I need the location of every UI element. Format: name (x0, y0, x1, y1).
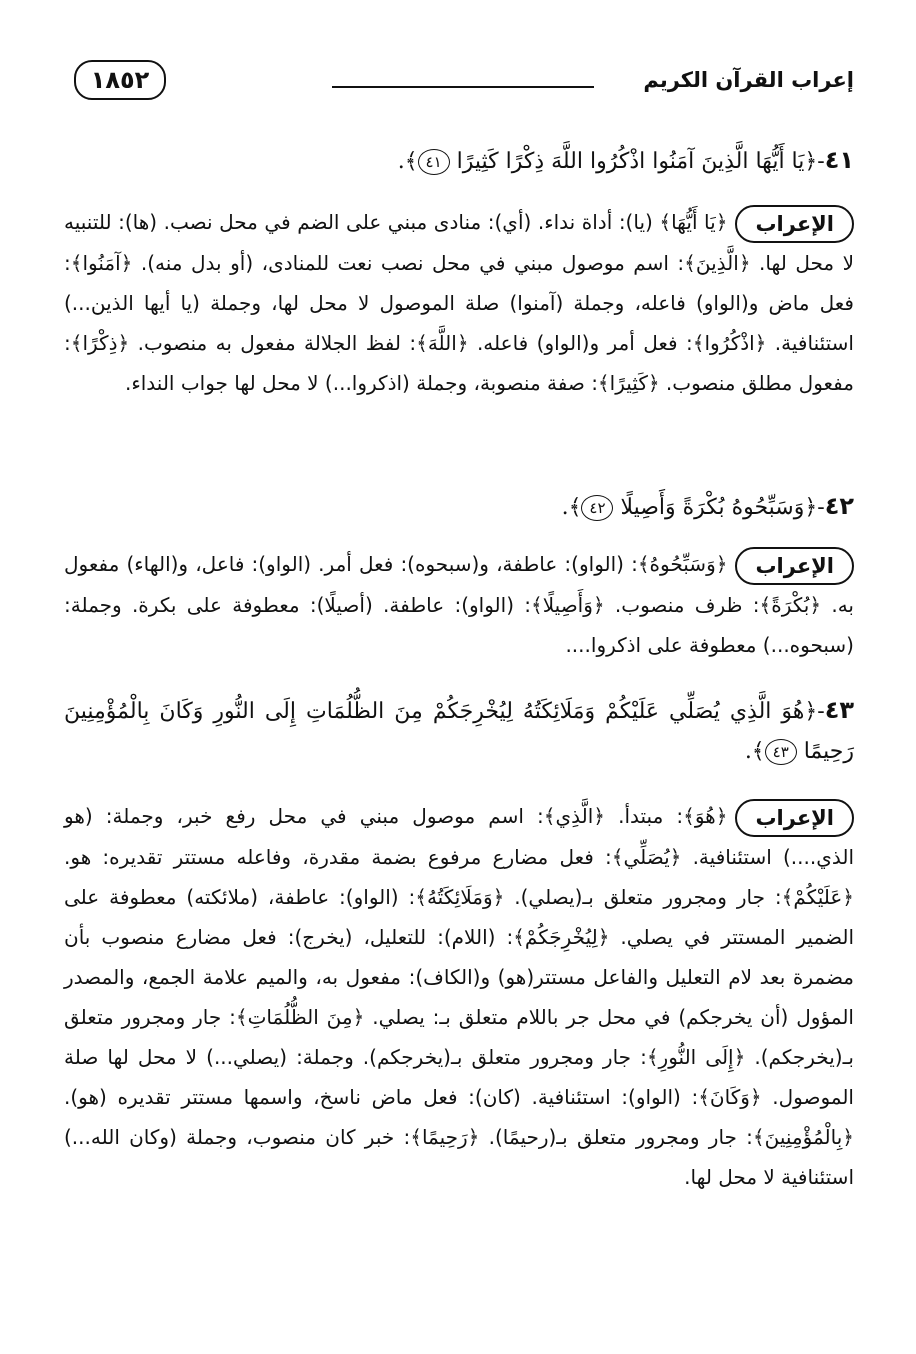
irab-42 (64, 544, 854, 665)
irab-41 (64, 202, 854, 403)
irab-badge: الإعراب (735, 205, 854, 243)
header-rule (332, 86, 594, 88)
irab-text: ﴿وَسَبِّحُوهُ﴾: (الواو): عاطفة، و(سبحوه): فعل أمر. (الواو): فاعل، و(الهاء) مفعول به. ﴿بُكْرَةً﴾: ظرف منصوب. ﴿وَأَصِيلًا﴾: (الواو): عاطفة. (أصيلًا): معطوفة على بكرة. وجملة: (سبحوه...) معطوفة على اذكروا.... (64, 552, 854, 657)
verse-number: ٤٢ (824, 492, 854, 520)
ayah-marker: ٤٢ (581, 495, 613, 521)
ayah-marker: ٤٣ (765, 739, 797, 765)
irab-43 (64, 796, 854, 1197)
verse-close: ﴾. (397, 149, 418, 174)
verse-close: ﴾. (744, 739, 765, 764)
verse-42: ٤٢-﴿وَسَبِّحُوهُ بُكْرَةً وَأَصِيلًا ٤٢﴾. (561, 492, 854, 520)
verse-text: ﴿وَسَبِّحُوهُ بُكْرَةً وَأَصِيلًا (620, 495, 818, 520)
irab-badge: الإعراب (735, 799, 854, 837)
verse-41: ٤١-﴿يَا أَيُّهَا الَّذِينَ آمَنُوا اذْكُرُوا اللَّهَ ذِكْرًا كَثِيرًا ٤١﴾. (397, 146, 854, 174)
verse-43: ٤٣-﴿هُوَ الَّذِي يُصَلِّي عَلَيْكُمْ وَمَلَائِكَتُهُ لِيُخْرِجَكُمْ مِنَ الظُّلُمَاتِ إِلَى النُّورِ وَكَانَ بِالْمُؤْمِنِينَ رَحِيمًا ٤٣﴾. (64, 696, 854, 764)
verse-close: ﴾. (561, 495, 582, 520)
book-title: إعراب القرآن الكريم (643, 68, 854, 92)
verse-number: ٤٣ (824, 696, 854, 724)
irab-text: ﴿هُوَ﴾: مبتدأ. ﴿الَّذِي﴾: اسم موصول مبني في محل رفع خبر، وجملة: (هو الذي....) استئنافية. ﴿يُصَلِّي﴾: فعل مضارع مرفوع بضمة مقدرة، وفاعله مستتر تقديره: هو. ﴿عَلَيْكُمْ﴾: جار ومجرور متعلق بـ(يصلي). ﴿وَمَلَائِكَتُهُ﴾: (الواو): عاطفة، (ملائكته) معطوفة على الضمير المستتر في يصلي. ﴿لِيُخْرِجَكُمْ﴾: (اللام): للتعليل، (يخرج): فعل مضارع منصوب بأن مضمرة بعد لام التعليل والفاعل مستتر(هو) و(الكاف): مفعول به، والميم علامة الجمع، والمصدر المؤول (أن يخرجكم) في محل جر باللام متعلق بـ: يصلي. ﴿مِنَ الظُّلُمَاتِ﴾: جار ومجرور متعلق بـ(يخرجكم). ﴿إِلَى النُّورِ﴾: جار ومجرور متعلق بـ(يخرجكم). وجملة: (يصلي...) لا محل لها صلة الموصول. ﴿وَكَانَ﴾: (الواو): استئنافية. (كان): فعل ماض ناسخ، واسمها مستتر تقديره (هو). ﴿بِالْمُؤْمِنِينَ﴾: جار ومجرور متعلق بـ(رحيمًا). ﴿رَحِيمًا﴾: خبر كان منصوب، وجملة (وكان الله...) استئنافية لا محل لها. (64, 804, 854, 1189)
verse-text: ﴿هُوَ الَّذِي يُصَلِّي عَلَيْكُمْ وَمَلَائِكَتُهُ لِيُخْرِجَكُمْ مِنَ الظُّلُمَاتِ إِلَى النُّورِ وَكَانَ بِالْمُؤْمِنِينَ رَحِيمًا (64, 699, 854, 764)
page-header (64, 58, 854, 104)
ayah-marker: ٤١ (418, 149, 450, 175)
page-number: ١٨٥٢ (74, 60, 166, 100)
irab-badge: الإعراب (735, 547, 854, 585)
verse-text: ﴿يَا أَيُّهَا الَّذِينَ آمَنُوا اذْكُرُوا اللَّهَ ذِكْرًا كَثِيرًا (456, 149, 818, 174)
verse-number: ٤١ (824, 146, 854, 174)
irab-text: ﴿يَا أَيُّهَا﴾ (يا): أداة نداء. (أي): منادى مبني على الضم في محل نصب. (ها): للتنبيه لا محل لها. ﴿الَّذِينَ﴾: اسم موصول مبني في محل نصب نعت للمنادى، (أو بدل منه). ﴿آمَنُوا﴾: فعل ماض و(الواو) فاعله، وجملة (آمنوا) صلة الموصول لا محل لها، وجملة (يا أيها الذين...) استئنافية. ﴿اذْكُرُوا﴾: فعل أمر و(الواو) فاعله. ﴿اللَّهَ﴾: لفظ الجلالة مفعول به منصوب. ﴿ذِكْرًا﴾: مفعول مطلق منصوب. ﴿كَثِيرًا﴾: صفة منصوبة، وجملة (اذكروا...) لا محل لها جواب النداء. (64, 210, 854, 395)
